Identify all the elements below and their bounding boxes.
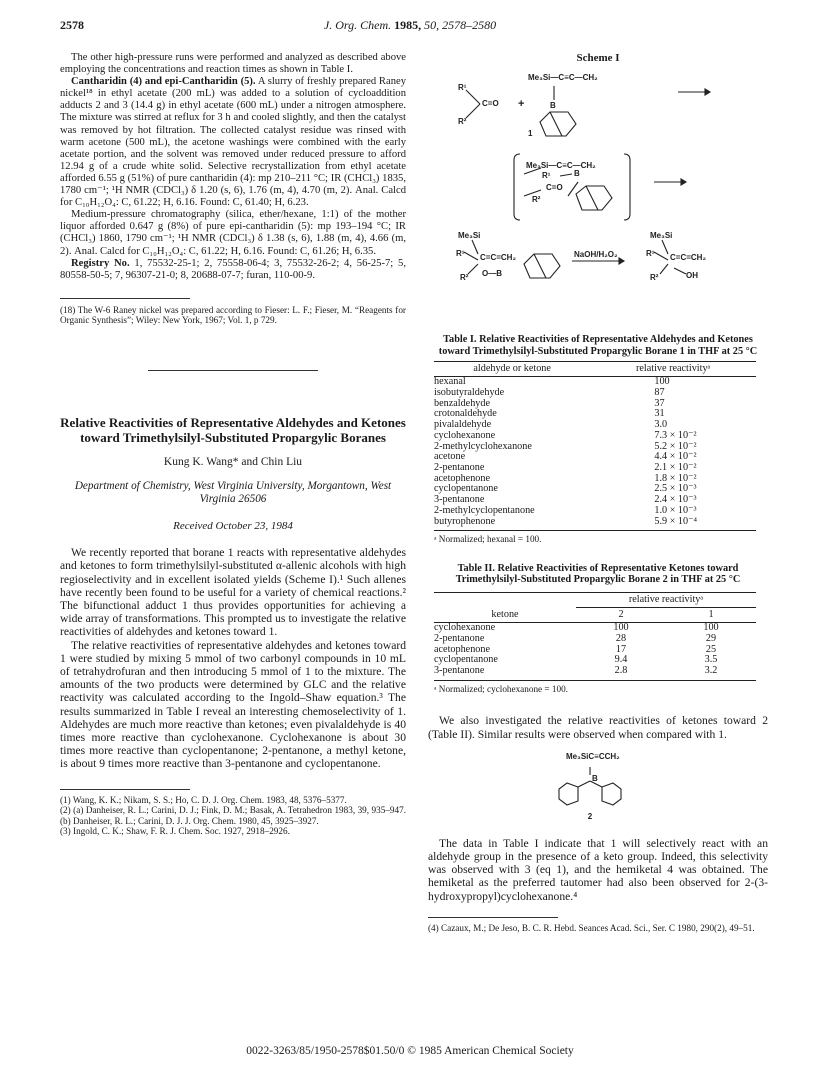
r2-label: R² xyxy=(650,273,659,283)
table-2-col-borane-1: 1 xyxy=(708,609,714,621)
paragraph xyxy=(60,76,406,209)
journal-pages: 2578–2580 xyxy=(442,18,497,32)
footnote: (2) (a) Danheiser, R. L.; Carini, D. J.; Fink, D. M.; Basak, A. Tetrahedron 1983, 39, 935–947. (b) Danheiser, R. L.; Carini, D. J. J. Org. Chem. 1980, 45, 3925–3927. xyxy=(60,805,406,826)
table-row xyxy=(434,634,756,645)
table-2-body xyxy=(434,623,756,677)
footnote-divider xyxy=(60,298,190,299)
compound-2-label: 2 xyxy=(587,811,593,821)
reactivity-borane-2: 100 xyxy=(613,622,629,634)
oxyborane-label: O—B xyxy=(482,269,502,279)
r1-label: R¹ xyxy=(456,249,465,259)
table-1-body xyxy=(434,377,756,527)
scheme-title: Scheme I xyxy=(576,52,620,64)
reactivity-value: 3.0 xyxy=(654,419,668,431)
paragraph: Medium-pressure chromatography (silica, ether/hexane, 1:1) of the mother liquor afforded 0.647 g (8%) of pure epi-cantharidin (5): mp 193–194 °C; IR (CHCl₃) 1860, 1790 cm⁻¹; ¹H NMR (CDCl₃) δ 1.38 (s, 6), 1.88 (m, 4), 4.66 (m, 2). Anal. Calcd for C₁₀H₁₂O₄: C, 61.22; H, 6.16. Found: C, 61.26; H, 6.35. xyxy=(60,209,406,257)
footnote-divider xyxy=(60,789,190,790)
reactivity-borane-2: 28 xyxy=(615,632,627,644)
article-authors: Kung K. Wang* and Chin Liu xyxy=(163,455,303,468)
reactivity-value: 1.0 × 10⁻³ xyxy=(654,504,697,516)
me3si-label: Me₃Si xyxy=(650,231,673,241)
ketone-name: 3-pentanone xyxy=(434,665,485,676)
article-title: Relative Reactivities of Representative Aldehydes and Ketones toward Trimethylsilyl-Substituted Propargylic Boranes xyxy=(60,414,406,445)
registry-numbers xyxy=(60,258,406,282)
compound-name: cyclopentanone xyxy=(434,483,498,495)
r2-label: R² xyxy=(458,117,467,127)
registry-text: 1, 75532-25-1; 2, 75558-06-4; 3, 75532-26-2; 4, 56-25-7; 5, 80558-50-5; 7, 96307-21-0; 8, 20688-07-7; furan, 110-00-9. xyxy=(60,257,406,281)
table-2-group-header: relative reactivityᵃ xyxy=(576,593,756,608)
reactivity-borane-1: 29 xyxy=(705,632,717,644)
footnote: (3) Ingold, C. K.; Shaw, F. R. J. Chem. Soc. 1927, 2918–2926. xyxy=(60,826,290,837)
ketone-name: 2-pentanone xyxy=(434,632,485,644)
table-1-col-compound: aldehyde or ketone xyxy=(473,363,551,375)
reagent-label: NaOH/H₂O₂ xyxy=(574,250,618,260)
reactivity-value: 2.1 × 10⁻² xyxy=(654,462,697,473)
compound-1-label: 1 xyxy=(528,129,533,139)
compound-name: 2-methylcyclohexanone xyxy=(434,440,532,452)
reactivity-value: 87 xyxy=(654,387,665,399)
compound-2-formula: Me₃SiC≡CCH₂ xyxy=(566,751,620,761)
boron-label: B xyxy=(574,169,580,179)
footnote-divider xyxy=(428,917,558,918)
allene-label: C=C=CH₂ xyxy=(480,253,517,263)
left-column xyxy=(60,52,406,837)
boron-label: B xyxy=(550,101,556,111)
scheme-graphics xyxy=(428,64,768,334)
received-date: Received October 23, 1984 xyxy=(173,520,293,533)
article-affiliation: Department of Chemistry, West Virginia University, Morgantown, West Virginia 26506 xyxy=(74,480,392,506)
journal-year: 1985, xyxy=(394,18,422,32)
journal-name: J. Org. Chem. xyxy=(323,18,392,32)
compound-2-structure xyxy=(428,747,768,811)
table-row xyxy=(434,431,756,442)
footnote: (18) The W-6 Raney nickel was prepared according to Fieser: L. F.; Fieser, M. “Reagents for Organic Synthesis”; Wiley: New York, 1967; Vol. 1, p 729. xyxy=(60,304,406,326)
reactivity-value: 2.4 × 10⁻³ xyxy=(654,494,697,506)
r1-label: R¹ xyxy=(646,249,655,259)
ketone-name: cyclohexanone xyxy=(434,622,496,634)
footnote: (1) Wang, K. K.; Nikam, S. S.; Ho, C. D. J. Org. Chem. 1983, 48, 5376–5377. xyxy=(60,794,347,805)
reactivity-borane-1: 25 xyxy=(705,643,717,655)
r1-label: R¹ xyxy=(542,171,551,181)
reactivity-borane-1: 3.2 xyxy=(704,665,718,676)
footnote: (4) Cazaux, M.; De Jeso, B. C. R. Hebd. Seances Acad. Sci., Ser. C 1980, 290(2), 49–51. xyxy=(428,922,755,933)
table-row xyxy=(434,517,756,528)
reactivity-borane-1: 3.5 xyxy=(704,654,718,666)
table-1-col-reactivity: relative reactivityᵃ xyxy=(636,363,711,375)
paragraph-text: A slurry of freshly prepared Raney nickel¹⁸ in ethyl acetate (200 mL) was added to a solution of cycloaddition adducts 2 and 3 (14.4 g) in ethyl acetate (600 mL) under a nitrogen atmosphere. The mixture was stirred at reflux for 3 h and cooled slightly, and then the catalyst was removed by hot filtration. The collected catalyst residue was rinsed with warm acetone (500 mL), the acetone washings were combined with the early acetate portion, and the solvent was removed under reduced pressure to afford 12.94 g of a crude white solid. Selective recrystallization from ethyl acetate afforded 6.55 g (51%) of pure cantharidin (4): mp 210–211 °C; IR (CHCl₃) 1835, 1780 cm⁻¹; ¹H NMR (CDCl₃) δ 1.20 (s, 6), 1.76 (m, 4), 4.70 (m, 2). Anal. Calcd for C₁₀H₁₂O₄: C, 61.22; H, 6.16. Found: C, 61.40; H, 6.23. xyxy=(60,76,406,209)
allene-label: C=C=CH₂ xyxy=(670,253,707,263)
r2-label: R² xyxy=(532,195,541,205)
hydroxyl-label: OH xyxy=(686,271,698,281)
reactivity-value: 5.2 × 10⁻² xyxy=(654,440,697,452)
reactivity-value: 37 xyxy=(654,397,665,409)
table-row xyxy=(434,506,756,517)
compound-name: butyrophenone xyxy=(434,515,496,527)
running-header xyxy=(0,18,820,33)
ketone-name: cyclopentanone xyxy=(434,654,498,666)
paragraph: The other high-pressure runs were performed and analyzed as described above employing the concentrations and reaction times as shown in Table I. xyxy=(60,52,406,76)
compound-name: cyclohexanone xyxy=(434,429,496,441)
registry-heading: Registry No. xyxy=(71,257,130,269)
reactivity-borane-2: 9.4 xyxy=(614,654,628,666)
compound-name: hexanal xyxy=(434,376,466,388)
compound-name: 3-pentanone xyxy=(434,494,485,506)
paragraph: The relative reactivities of representative aldehydes and ketones toward 1 were studied by mixing 5 mmol of two carbonyl compounds in 10 mL of tetrahydrofuran and then introducing 5 mmol of 1 to the mixture. The amounts of the two products were determined by GLC and the relative reactivity was calculated according to the Ingold–Shaw equation.³ The results summarized in Table I reveal an interesting chemoselectivity of 1. Aldehydes are much more reactive than ketones; even pivalaldehyde is 40 times more reactive than cyclohexanone. Cyclohexanone is about 30 times more reactive than cyclopentanone; 2-pentanone, a methyl ketone, is about 9 times more reactive than 3-pentanone and cyclopentanone. xyxy=(60,638,406,771)
paragraph: The data in Table I indicate that 1 will selectively react with an aldehyde group in the presence of a keto group. Indeed, this selectivity was observed with 3 (eq 1), and the hemiketal 4 was obtained. The hemiketal as the preferred tautomer had also been observed for 2-(3-hydroxypropyl)cyclohexanone.⁴ xyxy=(428,836,768,903)
reactivity-value: 1.8 × 10⁻² xyxy=(654,472,697,484)
paragraph: We recently reported that borane 1 reacts with representative aldehydes and ketones to form trimethylsilyl-substituted α-allenic alcohols with high regioselectivity and in excellent isolated yields (Scheme I).¹ Such allenes have recently been found to be useful for a variety of chemical reactions.² The bifunctional adduct 1 thus provides opportunities for achieving a wide array of transformations. This prompted us to investigate the relative reactivities of aldehydes and ketones toward 1. xyxy=(60,546,406,639)
plus-sign: + xyxy=(518,98,525,111)
reactivity-borane-2: 2.8 xyxy=(614,665,628,676)
borane-formula: Me₃Si—C≡C—CH₂ xyxy=(528,73,598,83)
me3si-label: Me₃Si xyxy=(458,231,481,241)
table-2-col-ketone: ketone xyxy=(491,608,519,620)
reactivity-value: 31 xyxy=(654,408,665,420)
table-row xyxy=(434,666,756,677)
ketone-name: acetophenone xyxy=(434,643,491,655)
journal-volume: 50, xyxy=(424,18,440,32)
right-column xyxy=(428,52,768,933)
reactivity-borane-2: 17 xyxy=(615,643,627,655)
compound-name: isobutyraldehyde xyxy=(434,387,505,399)
reactivity-borane-1: 100 xyxy=(703,622,719,634)
transition-state-formula: Me₃Si—C≡C—CH₂ xyxy=(526,161,596,171)
table-1-caption: Table I. Relative Reactivities of Representative Aldehydes and Ketones toward Trimethylsilyl-Substituted Propargylic Borane 1 in THF at 25 °C xyxy=(438,334,758,357)
compound-name: benzaldehyde xyxy=(434,397,491,409)
compound-name: acetone xyxy=(434,451,466,463)
compound-name: 2-pentanone xyxy=(434,462,485,473)
scheme-1 xyxy=(428,64,768,334)
carbonyl-label: C=O xyxy=(546,183,563,193)
compound-name: 2-methylcyclopentanone xyxy=(434,504,535,516)
reactivity-value: 2.5 × 10⁻³ xyxy=(654,483,697,495)
table-2-caption: Table II. Relative Reactivities of Representative Ketones toward Trimethylsilyl-Substituted Propargylic Borane 2 in THF at 25 °C xyxy=(455,562,741,586)
compound-name: crotonaldehyde xyxy=(434,408,497,420)
table-2-footnote: ᵃ Normalized; cyclohexanone = 100. xyxy=(434,683,568,694)
table-1-footnote: ᵃ Normalized; hexanal = 100. xyxy=(434,534,542,545)
r2-label: R² xyxy=(460,273,469,283)
section-heading: Cantharidin (4) and epi-Cantharidin (5). xyxy=(71,76,256,88)
table-1 xyxy=(434,361,756,527)
reactivity-value: 5.9 × 10⁻⁴ xyxy=(654,515,698,527)
article-divider xyxy=(148,370,318,371)
paragraph: We also investigated the relative reactivities of ketones toward 2 (Table II). Similar results were observed when compared with 1. xyxy=(428,714,768,741)
table-2-col-borane-2: 2 xyxy=(618,609,624,621)
table-2 xyxy=(434,592,756,677)
carbonyl-label: C=O xyxy=(482,99,499,109)
reactivity-value: 4.4 × 10⁻² xyxy=(654,451,697,463)
reactivity-value: 100 xyxy=(654,376,670,388)
page-number: 2578 xyxy=(60,18,84,32)
boron-label: B xyxy=(592,773,598,783)
compound-name: pivalaldehyde xyxy=(434,419,492,431)
r1-label: R¹ xyxy=(458,83,467,93)
reactivity-value: 7.3 × 10⁻² xyxy=(654,429,697,441)
compound-name: acetophenone xyxy=(434,472,491,484)
copyright-footer: 0022-3263/85/1950-2578$01.50/0 © 1985 American Chemical Society xyxy=(246,1045,574,1057)
table-row xyxy=(434,442,756,453)
